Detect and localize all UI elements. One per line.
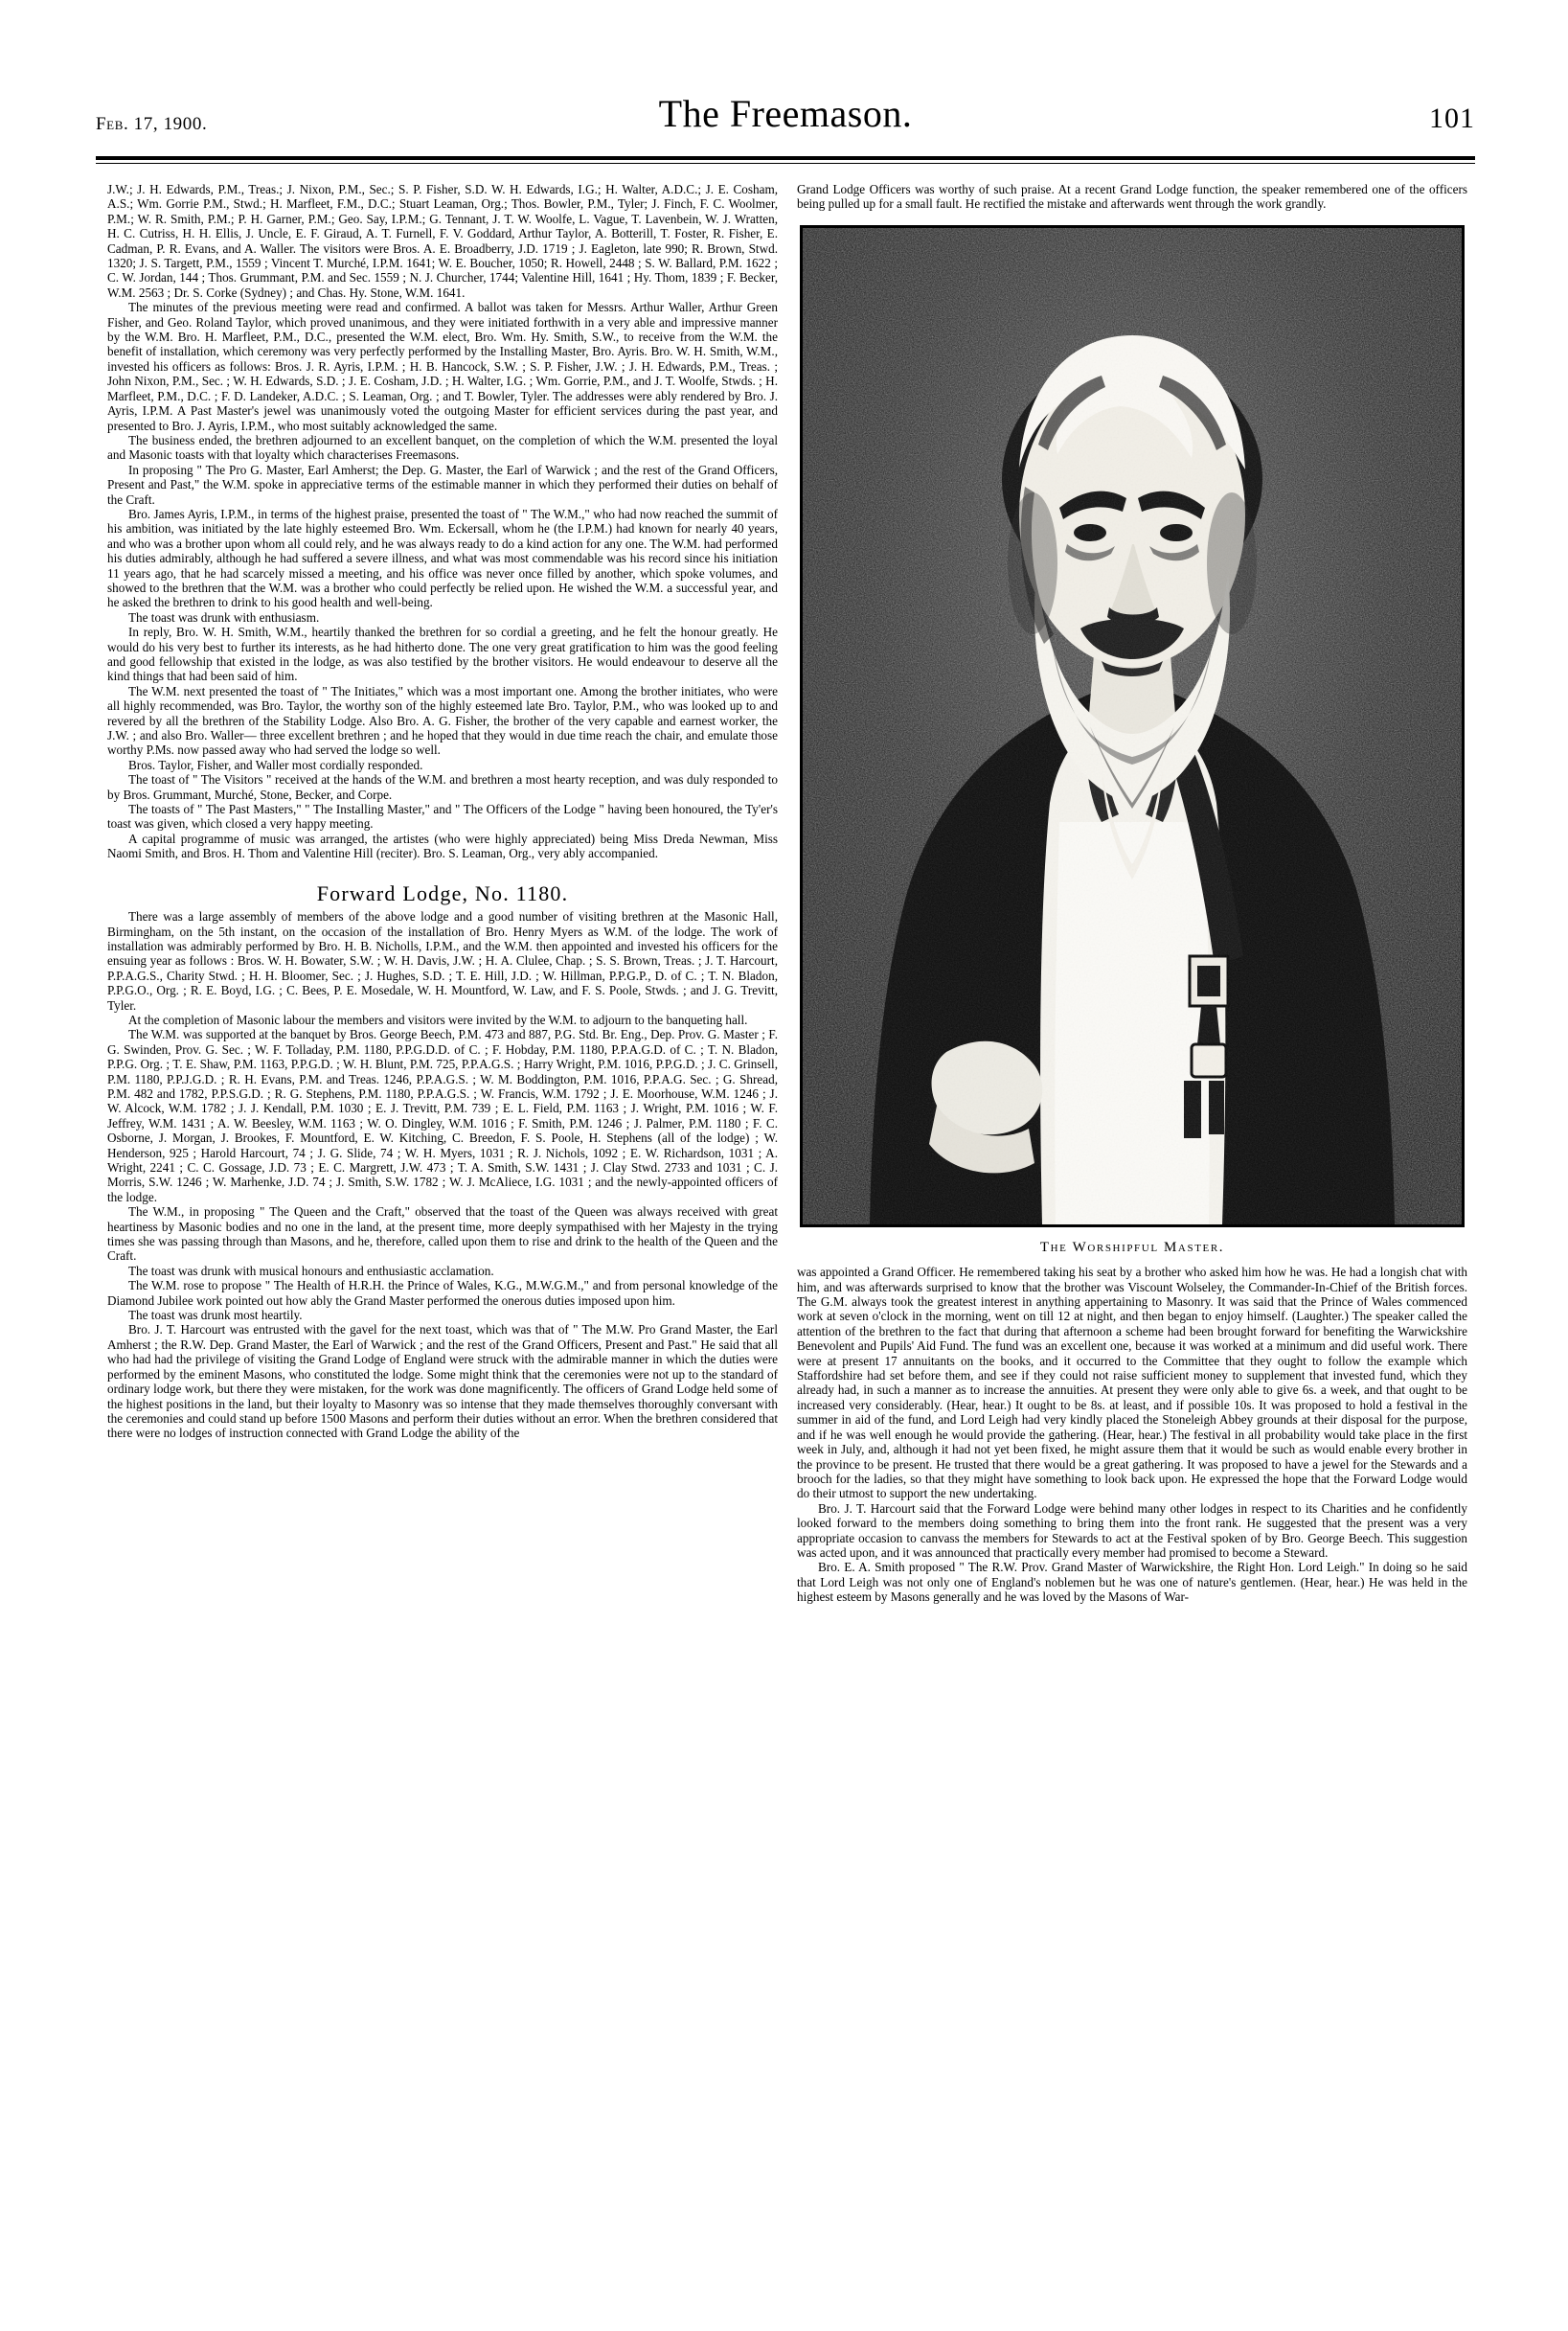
issue-date: Feb. 17, 1900. (96, 114, 208, 134)
paragraph: The business ended, the brethren adjourned to an excellent banquet, on the completion of which the W.M. presented the loyal and Masonic toasts with that loyalty which characterises Freemasons. (107, 432, 778, 463)
masthead-rule-thick (96, 156, 1475, 160)
portrait-figure (797, 225, 1467, 1255)
officers-list-continued: J.W.; J. H. Edwards, P.M., Treas.; J. Nixon, P.M., Sec.; S. P. Fisher, S.D. W. H. Edwards, I.G.; H. Walter, A.D.C.; J. E. Cosham, A.S.; Wm. Gorrie P.M., Stwd.; H. Marfleet, F.M., D.C.; Stuart Leaman, Org.; Thos. Bowler, P.M., Tyler; J. Finch, F. C. Woolmer, P.M.; W. R. Smith, P.M.; P. H. Garner, P.M.; Geo. Say, I.P.M.; G. Tennant, J. T. W. Woolfe, L. Vague, T. Lavenbein, W. J. Wratten, H. C. Cutriss, H. H. Ellis, J. Uncle, E. F. Giraud, A. T. Furnell, F. V. Goddard, Arthur Taylor, A. Botterill, T. Foster, R. Fisher, E. Cadman, P. R. Evans, and A. Waller. The visitors were Bros. A. E. Broadberry, J.D. 1719 ; J. Eagleton, late 990; R. Brown, Stwd. 1320; J. S. Targett, P.M., 1559 ; Vincent T. Murché, I.P.M. 1641; W. E. Boucher, 1050; R. Howell, 2448 ; S. W. Ballard, P.M. 1622 ; C. W. Jordan, 144 ; Thos. Grummant, P.M. and Sec. 1559 ; N. J. Churcher, 1744; Valentine Hill, 1641 ; Hy. Thom, 1839 ; F. Becker, W.M. 2563 ; Dr. S. Corke (Sydney) ; and Chas. Hy. Stone, W.M. 1641. (107, 182, 778, 300)
worshipful-master-portrait-image (803, 228, 1462, 1224)
portrait-frame (800, 225, 1465, 1227)
paragraph: Bro. J. T. Harcourt said that the Forward Lodge were behind many other lodges in respect to its Charities and he confidently looked forward to the members doing something to bring them into the front rank. He suggested that the present was a very appropriate occasion to canvass the members for Stewards to act at the Festival spoken of by Bro. George Beech. This suggestion was acted upon, and it was announced that practically every member had promised to become a Steward. (797, 1500, 1467, 1560)
masthead (96, 91, 1475, 150)
paragraph: In proposing " The Pro G. Master, Earl Amherst; the Dep. G. Master, the Earl of Warwick ; and the rest of the Grand Officers, Present and Past," the W.M. spoke in appreciative terms of the estimable manner in which they performed their duties on behalf of the Craft. (107, 462, 778, 507)
right-column (797, 182, 1467, 1605)
paragraph: Bro. E. A. Smith proposed " The R.W. Prov. Grand Master of Warwickshire, the Right Hon. Lord Leigh." In doing so he said that Lord Leigh was not only one of England's noblemen but he was one of nature's gentlemen. (Hear, hear.) He was held in the highest esteem by Masons generally and he was loved by the Masons of War- (797, 1560, 1467, 1605)
section-heading-forward-lodge: Forward Lodge, No. 1180. (316, 880, 569, 905)
paragraph: The W.M. next presented the toast of " The Initiates," which was a most important one. Among the brother initiates, who were all highly recommended, was Bro. Taylor, the worthy son of the highly esteemed late Bro. Taylor, P.M., who was looked up to and revered by all the brethren of the Stability Lodge. Also Bro. A. G. Fisher, the brother of the very capable and earnest worker, the J.W. ; and also Bro. Waller— three excellent brethren ; and he hoped that they would in due time reach the chair, and emulate those worthy P.Ms. now passed away who had served the lodge so well. (107, 683, 778, 758)
page-number: 101 (1429, 103, 1475, 134)
paragraph: The W.M. was supported at the banquet by Bros. George Beech, P.M. 473 and 887, P.G. Std. Br. Eng., Dep. Prov. G. Master ; F. G. Swinden, Prov. G. Sec. ; W. F. Tolladay, P.M. 1180, P.P.G.D.D. of C. ; F. Hobday, P.M. 1180, P.P.A.G.D. of C. ; T. N. Bladon, P.P.G. Org. ; T. E. Shaw, P.M. 1163, P.P.G.D. ; W. H. Blunt, P.M. 725, P.P.A.G.S. ; Harry Wright, P.M. 1016, P.P.G.D. ; J. C. Grinsell, P.M. 1180, P.P.J.G.D. ; R. H. Evans, P.M. and Treas. 1246, P.P.A.G.S. ; W. M. Boddington, P.M. 1016, P.P.A.G. Sec. ; G. Shread, P.M. 482 and 1782, P.P.S.G.D. ; R. G. Stephens, P.M. 1180, P.P.A.G.S. ; W. Francis, W.M. 1792 ; J. E. Moorhouse, W.M. 1246 ; J. W. Alcock, W.M. 1782 ; J. J. Kendall, P.M. 1030 ; E. J. Trevitt, P.M. 739 ; E. L. Field, P.M. 1163 ; J. Wright, P.M. 1016 ; W. F. Jeffrey, W.M. 1431 ; A. W. Beesley, W.M. 1163 ; W. O. Dingley, W.M. 1016 ; F. Smith, P.M. 1246 ; J. Palmer, P.M. 1180 ; F. C. Osborne, J. Morgan, J. Brookes, F. Mountford, E. W. Kitching, C. Breedon, F. S. Poole, H. Stephens (all of the lodge) ; W. Henderson, 925 ; Harold Harcourt, 74 ; J. G. Slide, 74 ; W. H. Myers, 1031 ; R. J. Nichols, 1092 ; E. W. Richardson, 1031 ; A. Wright, 2241 ; C. C. Gossage, J.D. 73 ; E. C. Margrett, J.W. 473 ; T. A. Smith, S.W. 1431 ; J. Clay Stwd. 2733 and 1031 ; C. J. Morris, S.W. 1246 ; W. Marhenke, J.D. 74 ; J. Smith, S.W. 1782 ; W. J. McAliece, I.G. 1031 ; and the newly-appointed officers of the lodge. (107, 1027, 778, 1204)
paragraph: Grand Lodge Officers was worthy of such praise. At a recent Grand Lodge function, the speaker remembered one of the officers being pulled up for a small fault. He rectified the mistake and afterwards went through the work grandly. (797, 182, 1467, 212)
left-column (107, 182, 778, 1441)
paragraph: In reply, Bro. W. H. Smith, W.M., heartily thanked the brethren for so cordial a greeting, and he felt the honour greatly. He would do his very best to further its interests, as he had hitherto done. The one very great gratification to him was the good feeling and good fellowship that existed in the lodge, as was also testified by the brother visitors. He would endeavour to deserve all the kind things that had been said of him. (107, 625, 778, 684)
column-divider (782, 187, 783, 2266)
paragraph: A capital programme of music was arranged, the artistes (who were highly appreciated) being Miss Dreda Newman, Miss Naomi Smith, and Bros. H. Thom and Valentine Hill (reciter). Bro. S. Leaman, Org., very ably accompanied. (107, 831, 778, 861)
publication-title: The Freemason. (658, 92, 913, 135)
paragraph: The minutes of the previous meeting were read and confirmed. A ballot was taken for Messrs. Arthur Waller, Arthur Green Fisher, and Geo. Roland Taylor, which proved unanimous, and they were initiated forthwith in a very able and impressive manner by the W.M. Bro. H. Marfleet, P.M., D.C., presented the W.M. elect, Bro. Wm. Hy. Smith, S.W., to receive from the W.M. the benefit of installation, which ceremony was very perfectly performed by the Installing Master, Bro. Ayris. Bro. W. H. Smith, W.M., invested his officers as follows: Bros. J. R. Ayris, I.P.M. ; H. B. Hancock, S.W. ; S. P. Fisher, J.W. ; J. H. Edwards, P.M., Treas. ; John Nixon, P.M., Sec. ; W. H. Edwards, S.D. ; J. E. Cosham, J.D. ; H. Walter, I.G. ; Wm. Gorrie, P.M., and J. T. Woolfe, Stwds. ; H. Marfleet, P.M., D.C. ; F. D. Landeker, A.D.C. ; S. Leaman, Org. ; and T. Bowler, Tyler. The addresses were ably rendered by Bro. J. Ayris, I.P.M. A Past Master's jewel was unanimously voted the outgoing Master for efficient services during the past year, and presented to Bro. J. Ayris, I.P.M., who most suitably acknowledged the same. (107, 300, 778, 433)
paragraph: The toasts of " The Past Masters," " The Installing Master," and " The Officers of the Lodge " having been honoured, the Ty'er's toast was given, which closed a very happy meeting. (107, 802, 778, 832)
paragraph: The toast was drunk with musical honours and enthusiastic acclamation. (128, 1263, 494, 1278)
paragraph: The toast was drunk most heartily. (128, 1308, 303, 1323)
paragraph: At the completion of Masonic labour the members and visitors were invited by the W.M. to adjourn to the banqueting hall. (128, 1012, 748, 1027)
paragraph: The W.M., in proposing " The Queen and the Craft," observed that the toast of the Queen was always received with great heartiness by Masonic bodies and no one in the land, at the present time, more deeply sympathised with her Majesty in the trying times she was passing through than Masons, and he, therefore, called upon them to rise and drink to the health of the Queen and the Craft. (107, 1204, 778, 1264)
paragraph: Bro. J. T. Harcourt was entrusted with the gavel for the next toast, which was that of " The M.W. Pro Grand Master, the Earl Amherst ; the R.W. Dep. Grand Master, the Earl of Warwick ; and the rest of the Grand Officers, Present and Past." He said that all who had had the privilege of visiting the Grand Lodge of England were struck with the admirable manner in which the duties were performed by the eminent Masons, who constituted the lodge. Some might think that the ceremonies were not up to the standard of ordinary lodge work, but there they were mistaken, for the work was done magnificently. The officers of Grand Lodge held some of the highest positions in the land, but their loyalty to Masonry was so intense that they made themselves thoroughly conversant with the ceremonies and could stand up before 1500 Masons and perform their duties without an error. When the brethren considered that there were no lodges of instruction connected with Grand Lodge the ability of the (107, 1322, 778, 1441)
paragraph: The W.M. rose to propose " The Health of H.R.H. the Prince of Wales, K.G., M.W.G.M.," and from personal knowledge of the Diamond Jubilee work pointed out how ably the Grand Master performed the onerous duties imposed upon him. (107, 1278, 778, 1308)
paragraph: Bros. Taylor, Fisher, and Waller most cordially responded. (128, 757, 423, 772)
paragraph: The toast of " The Visitors " received at the hands of the W.M. and brethren a most hearty reception, and was duly responded to by Bros. Grummant, Murché, Stone, Becker, and Corpe. (107, 772, 778, 802)
paragraph: was appointed a Grand Officer. He remembered taking his seat by a brother who asked him how he was. He had a longish chat with him, and was afterwards surprised to know that the brother was Viscount Wolseley, the Commander-In-Chief of the British forces. The G.M. always took the greatest interest in anything appertaining to Masonry. It was said that the Prince of Wales commenced work at seven o'clock in the morning, went on till 12 at night, and then began to enjoy himself. (Laughter.) The speaker called the attention of the brethren to the fact that during that afternoon a scheme had been brought forward for benefiting the Warwickshire Benevolent and Pupils' Aid Fund. The fund was an excellent one, because it was worked at a minimum and did useful work. There were at present 17 annuitants on the books, and it occurred to the Committee that they ought to follow the example which Staffordshire had set before them, and see if they could not raise sufficient money to supplement that invested fund, which they already had, in such a manner as to increase the annuities. At present they were only able to give 6s. a week, and that ought to be increased very considerably. (Hear, hear.) It ought to be 8s. at least, and if possible 10s. It was proposed to hold a festival in the summer in aid of the fund, and Lord Leigh had very kindly placed the Stoneleigh Abbey grounds at their disposal for the purpose, and if he was well enough he would provide the gathering. (Hear, hear.) The festival in all probability would take place in the first week in July, and, although it had not yet been fixed, he might assure them that it would be such as would enable every brother in the province to be present. He trusted that there would be a great gathering. It was proposed to have a jewel for the Stewards and a brooch for the ladies, so that they might have something to look back upon. He expressed the hope that the Forward Lodge would do their utmost to support the new undertaking. (797, 1265, 1467, 1501)
masthead-rule-thin (96, 163, 1475, 164)
paragraph: The toast was drunk with enthusiasm. (128, 609, 320, 625)
paragraph: There was a large assembly of members of the above lodge and a good number of visiting brethren at the Masonic Hall, Birmingham, on the 5th instant, on the occasion of the installation of Bro. Henry Myers as W.M. of the lodge. The work of installation was admirably performed by Bro. H. B. Nicholls, I.P.M., and the W.M. then appointed and invested his officers for the ensuing year as follows : Bros. W. H. Bowater, S.W. ; W. H. Davis, J.W. ; H. A. Clulee, Chap. ; S. S. Brown, Treas. ; J. T. Harcourt, P.P.A.G.S., Charity Stwd. ; H. H. Bloomer, Sec. ; J. Hughes, S.D. ; T. E. Hill, J.D. ; W. Hillman, P.P.G.P., D. of C. ; T. N. Bladon, P.P.G.O., Org. ; R. E. Boyd, I.G. ; C. Bees, P. E. Mosedale, W. H. Mountford, W. Law, and F. S. Poole, Stwds. ; and J. G. Trevitt, Tyler. (107, 909, 778, 1013)
portrait-caption: The Worshipful Master. (1039, 1239, 1225, 1255)
paragraph: Bro. James Ayris, I.P.M., in terms of the highest praise, presented the toast of " The W.M.," who had now reached the summit of his ambition, was initiated by the late highly esteemed Bro. Wm. Eckersall, whom he (the I.P.M.) had known for nearly 40 years, and who was a brother upon whom all could rely, and he was always ready to do a kind action for any one. The W.M. had performed his duties admirably, although he had suffered a severe illness, and what was most commendable was his record since his initiation 11 years ago, that he had scarcely missed a meeting, and his office was never once filled by another, which spoke volumes, and showed to the brethren that the W.M. was a brother who could perfectly be relied upon. He wished the W.M. a successful year, and he asked the brethren to drink to his good health and well-being. (107, 506, 778, 610)
